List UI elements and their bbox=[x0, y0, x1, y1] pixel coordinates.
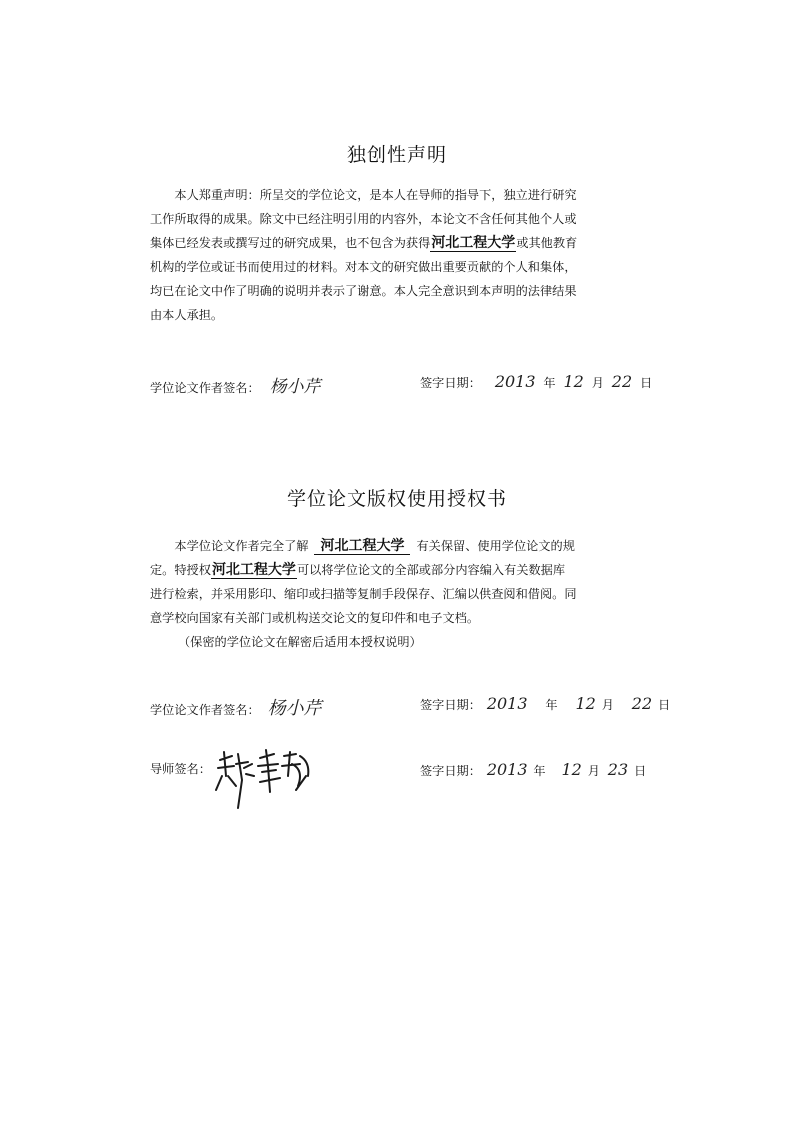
advisor-date-year: 2013 bbox=[486, 760, 528, 779]
s1-date-month-unit: 月 bbox=[591, 376, 604, 390]
section2-paragraph bbox=[150, 534, 642, 654]
s1-author-sign-label: 学位论文作者签名： bbox=[150, 381, 260, 395]
section2-title: 学位论文版权使用授权书 bbox=[286, 488, 507, 510]
s1-date-label: 签字日期： bbox=[420, 376, 481, 390]
advisor-sign-label: 导师签名： bbox=[150, 762, 211, 776]
advisor-signature-image bbox=[212, 746, 322, 816]
advisor-signature-row bbox=[150, 752, 647, 822]
s1-line-3a: 集体已经发表或撰写过的研究成果，也不包含为获得 bbox=[150, 236, 431, 250]
s1-date-year-unit: 年 bbox=[543, 376, 556, 390]
s1-university: 河北工程大学 bbox=[431, 235, 516, 251]
s2-line-2 bbox=[150, 558, 642, 582]
advisor-sign bbox=[150, 760, 211, 777]
s2-line-2-post: 可以将学位论文的全部或部分内容编入有关数据库 bbox=[296, 563, 566, 577]
s1-line-3b: 或其他教育 bbox=[516, 236, 578, 250]
advisor-date-month: 12 bbox=[561, 760, 582, 779]
section1-signature-row bbox=[150, 362, 653, 402]
s1-date-year: 2013 bbox=[494, 372, 536, 391]
s1-line-2: 工作所取得的成果。除文中已经注明引用的内容外，本论文不含任何其他个人或 bbox=[150, 212, 577, 226]
s1-date-day-unit: 日 bbox=[640, 376, 653, 390]
s2-line-2-pre: 定。特授权 bbox=[150, 563, 211, 577]
s2-date-month-unit: 月 bbox=[601, 698, 614, 712]
advisor-date-day-unit: 日 bbox=[634, 764, 647, 778]
s2-author-sign bbox=[150, 694, 322, 720]
s2-line-3: 进行检索，并采用影印、缩印或扫描等复制手段保存、汇编以供查阅和借阅。同 bbox=[150, 587, 577, 601]
s2-author-signature: 杨小芹 bbox=[267, 698, 322, 719]
s2-date-year: 2013 bbox=[486, 694, 528, 713]
s1-line-1: 本人郑重声明：所呈交的学位论文，是本人在导师的指导下，独立进行研究 bbox=[174, 188, 577, 202]
s1-author-signature: 杨小芹 bbox=[269, 377, 321, 397]
s2-author-sign-label: 学位论文作者签名： bbox=[150, 703, 260, 717]
section1-title: 独创性声明 bbox=[346, 144, 447, 166]
advisor-date-month-unit: 月 bbox=[587, 764, 600, 778]
s1-line-3 bbox=[150, 231, 642, 255]
advisor-date bbox=[420, 760, 646, 779]
s2-line-1 bbox=[150, 534, 642, 558]
s1-date-month: 12 bbox=[563, 372, 584, 391]
s1-line-5: 均已在论文中作了明确的说明并表示了谢意。本人完全意识到本声明的法律结果 bbox=[150, 284, 577, 298]
s2-date-day-unit: 日 bbox=[658, 698, 671, 712]
advisor-date-year-unit: 年 bbox=[533, 764, 546, 778]
s2-line-4: 意学校向国家有关部门或机构送交论文的复印件和电子文档。 bbox=[150, 611, 480, 625]
section1-paragraph bbox=[150, 183, 642, 327]
advisor-date-day: 23 bbox=[607, 760, 629, 779]
s2-line-1-post: 有关保留、使用学位论文的规 bbox=[416, 539, 575, 553]
s2-university-1: 河北工程大学 bbox=[314, 538, 410, 555]
s2-line-1-pre: 本学位论文作者完全了解 bbox=[174, 539, 309, 553]
s2-date-year-unit: 年 bbox=[545, 698, 558, 712]
s1-date bbox=[420, 372, 652, 391]
section2-signature-row bbox=[150, 684, 671, 724]
s1-line-4: 机构的学位或证书而使用过的材料。对本文的研究做出重要贡献的个人和集体， bbox=[150, 260, 577, 274]
s2-date bbox=[420, 694, 670, 713]
s2-university-2: 河北工程大学 bbox=[211, 562, 296, 578]
s1-line-6: 由本人承担。 bbox=[150, 308, 224, 322]
s1-author-sign bbox=[150, 372, 321, 397]
s2-date-month: 12 bbox=[575, 694, 596, 713]
s1-date-day: 22 bbox=[611, 372, 633, 391]
s2-date-label: 签字日期： bbox=[420, 698, 481, 712]
advisor-date-label: 签字日期： bbox=[420, 764, 481, 778]
s2-date-day: 22 bbox=[631, 694, 653, 713]
s2-note: （保密的学位论文在解密后适用本授权说明） bbox=[178, 635, 422, 649]
